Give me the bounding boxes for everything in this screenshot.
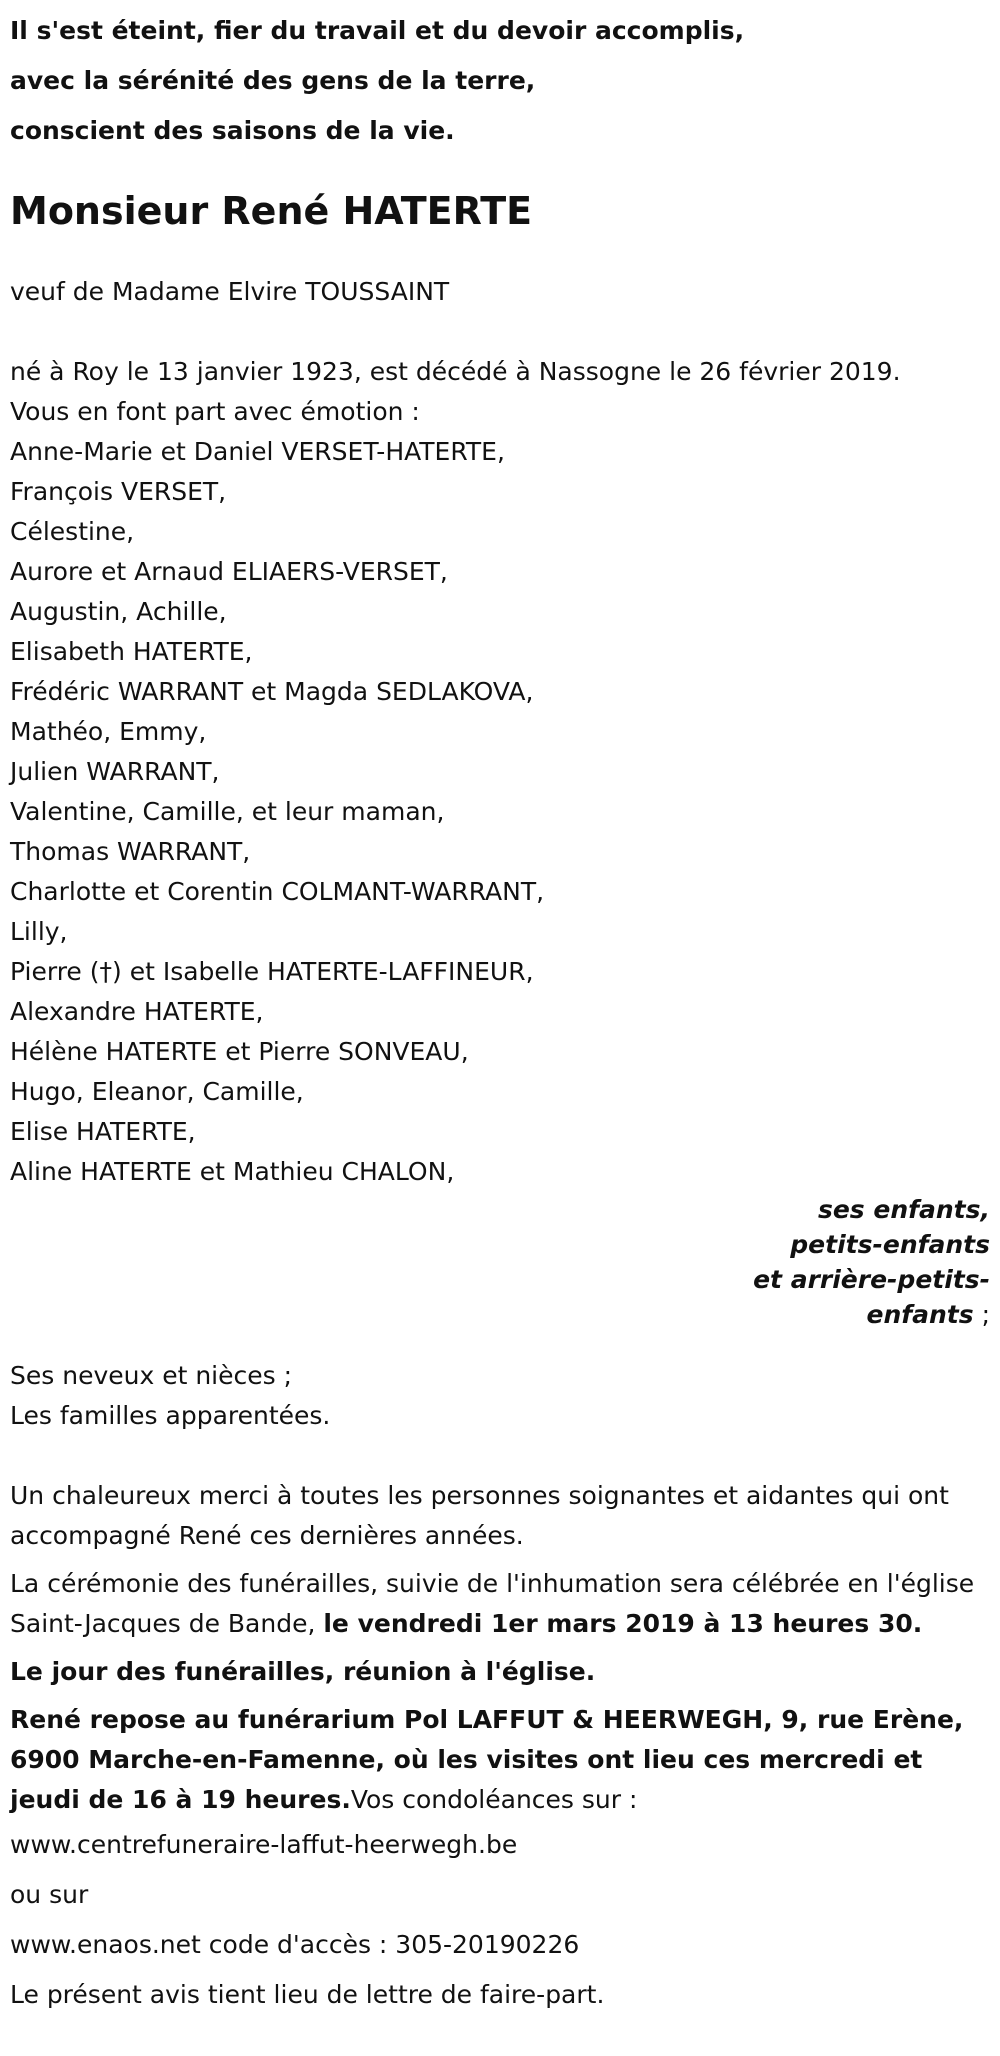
relations-line-2-text: et arrière-petits-enfants [753, 1265, 990, 1329]
family-list [10, 432, 990, 1192]
funerarium-info: René repose au funérarium Pol LAFFUT & HEERWEGH, 9, rue Erène, 6900 Marche-en-Famenne, où les visites ont lieu ces mercredi et jeudi de 16 à 19 heures. [10, 1705, 964, 1814]
website-link-2: www.enaos.net code d'accès : 305-20190226 [10, 1930, 580, 1959]
list-item: Frédéric WARRANT et Magda SEDLAKOVA, [10, 677, 534, 706]
widow-of: veuf de Madame Elvire TOUSSAINT [10, 277, 450, 306]
list-item: Mathéo, Emmy, [10, 717, 207, 746]
list-item: Hugo, Eleanor, Camille, [10, 1077, 304, 1106]
church-meeting: Le jour des funérailles, réunion à l'église. [10, 1657, 596, 1686]
list-item: Charlotte et Corentin COLMANT-WARRANT, [10, 877, 545, 906]
relations-line-1: ses enfants, petits-enfants [790, 1195, 990, 1259]
list-item: Anne-Marie et Daniel VERSET-HATERTE, [10, 437, 505, 466]
list-item: Aline HATERTE et Mathieu CHALON, [10, 1157, 455, 1186]
list-item: Lilly, [10, 917, 68, 946]
list-item: Valentine, Camille, et leur maman, [10, 797, 445, 826]
condolences-label: Vos condoléances sur : [350, 1785, 638, 1814]
epigraph-line: Il s'est éteint, fier du travail et du devoir accomplis, [10, 16, 745, 45]
list-item: Les familles apparentées. [10, 1401, 331, 1430]
relations-suffix: ; [973, 1300, 990, 1329]
closing-note: Le présent avis tient lieu de lettre de faire-part. [10, 1980, 605, 2009]
list-item: Pierre (†) et Isabelle HATERTE-LAFFINEUR, [10, 957, 534, 986]
list-item: Alexandre HATERTE, [10, 997, 264, 1026]
list-item: Hélène HATERTE et Pierre SONVEAU, [10, 1037, 469, 1066]
family-relations [720, 1192, 990, 1332]
list-item: Augustin, Achille, [10, 597, 227, 626]
rest-place-paragraph [10, 1700, 990, 1820]
ceremony-paragraph [10, 1564, 990, 1644]
website-link-1: www.centrefuneraire-laffut-heerwegh.be [10, 1830, 518, 1859]
extended-family [10, 1356, 990, 1436]
thanks-paragraph: Un chaleureux merci à toutes les personnes soignantes et aidantes qui ont accompagné René ces dernières années. [10, 1481, 949, 1550]
list-item: Ses neveux et nièces ; [10, 1361, 293, 1390]
epigraph [10, 6, 990, 156]
ceremony-text: La cérémonie des funérailles, suivie de l'inhumation sera célébrée en l'église Saint-Jacques de Bande, [10, 1569, 975, 1638]
deceased-name: Monsieur René HATERTE [10, 189, 533, 233]
epigraph-line: conscient des saisons de la vie. [10, 116, 455, 145]
list-item: Aurore et Arnaud ELIAERS-VERSET, [10, 557, 448, 586]
list-item: Thomas WARRANT, [10, 837, 251, 866]
list-item: Célestine, [10, 517, 135, 546]
list-item: Julien WARRANT, [10, 757, 220, 786]
obituary-page [0, 6, 1000, 2020]
list-item: Elisabeth HATERTE, [10, 637, 253, 666]
epigraph-line: avec la sérénité des gens de la terre, [10, 66, 536, 95]
list-item: François VERSET, [10, 477, 227, 506]
ceremony-date: le vendredi 1er mars 2019 à 13 heures 30. [323, 1609, 923, 1638]
birth-death-info: né à Roy le 13 janvier 1923, est décédé à Nassogne le 26 février 2019. [10, 357, 901, 386]
or-on-text: ou sur [10, 1880, 89, 1909]
announcement: Vous en font part avec émotion : [10, 397, 420, 426]
relations-line-2 [720, 1262, 990, 1332]
list-item: Elise HATERTE, [10, 1117, 196, 1146]
